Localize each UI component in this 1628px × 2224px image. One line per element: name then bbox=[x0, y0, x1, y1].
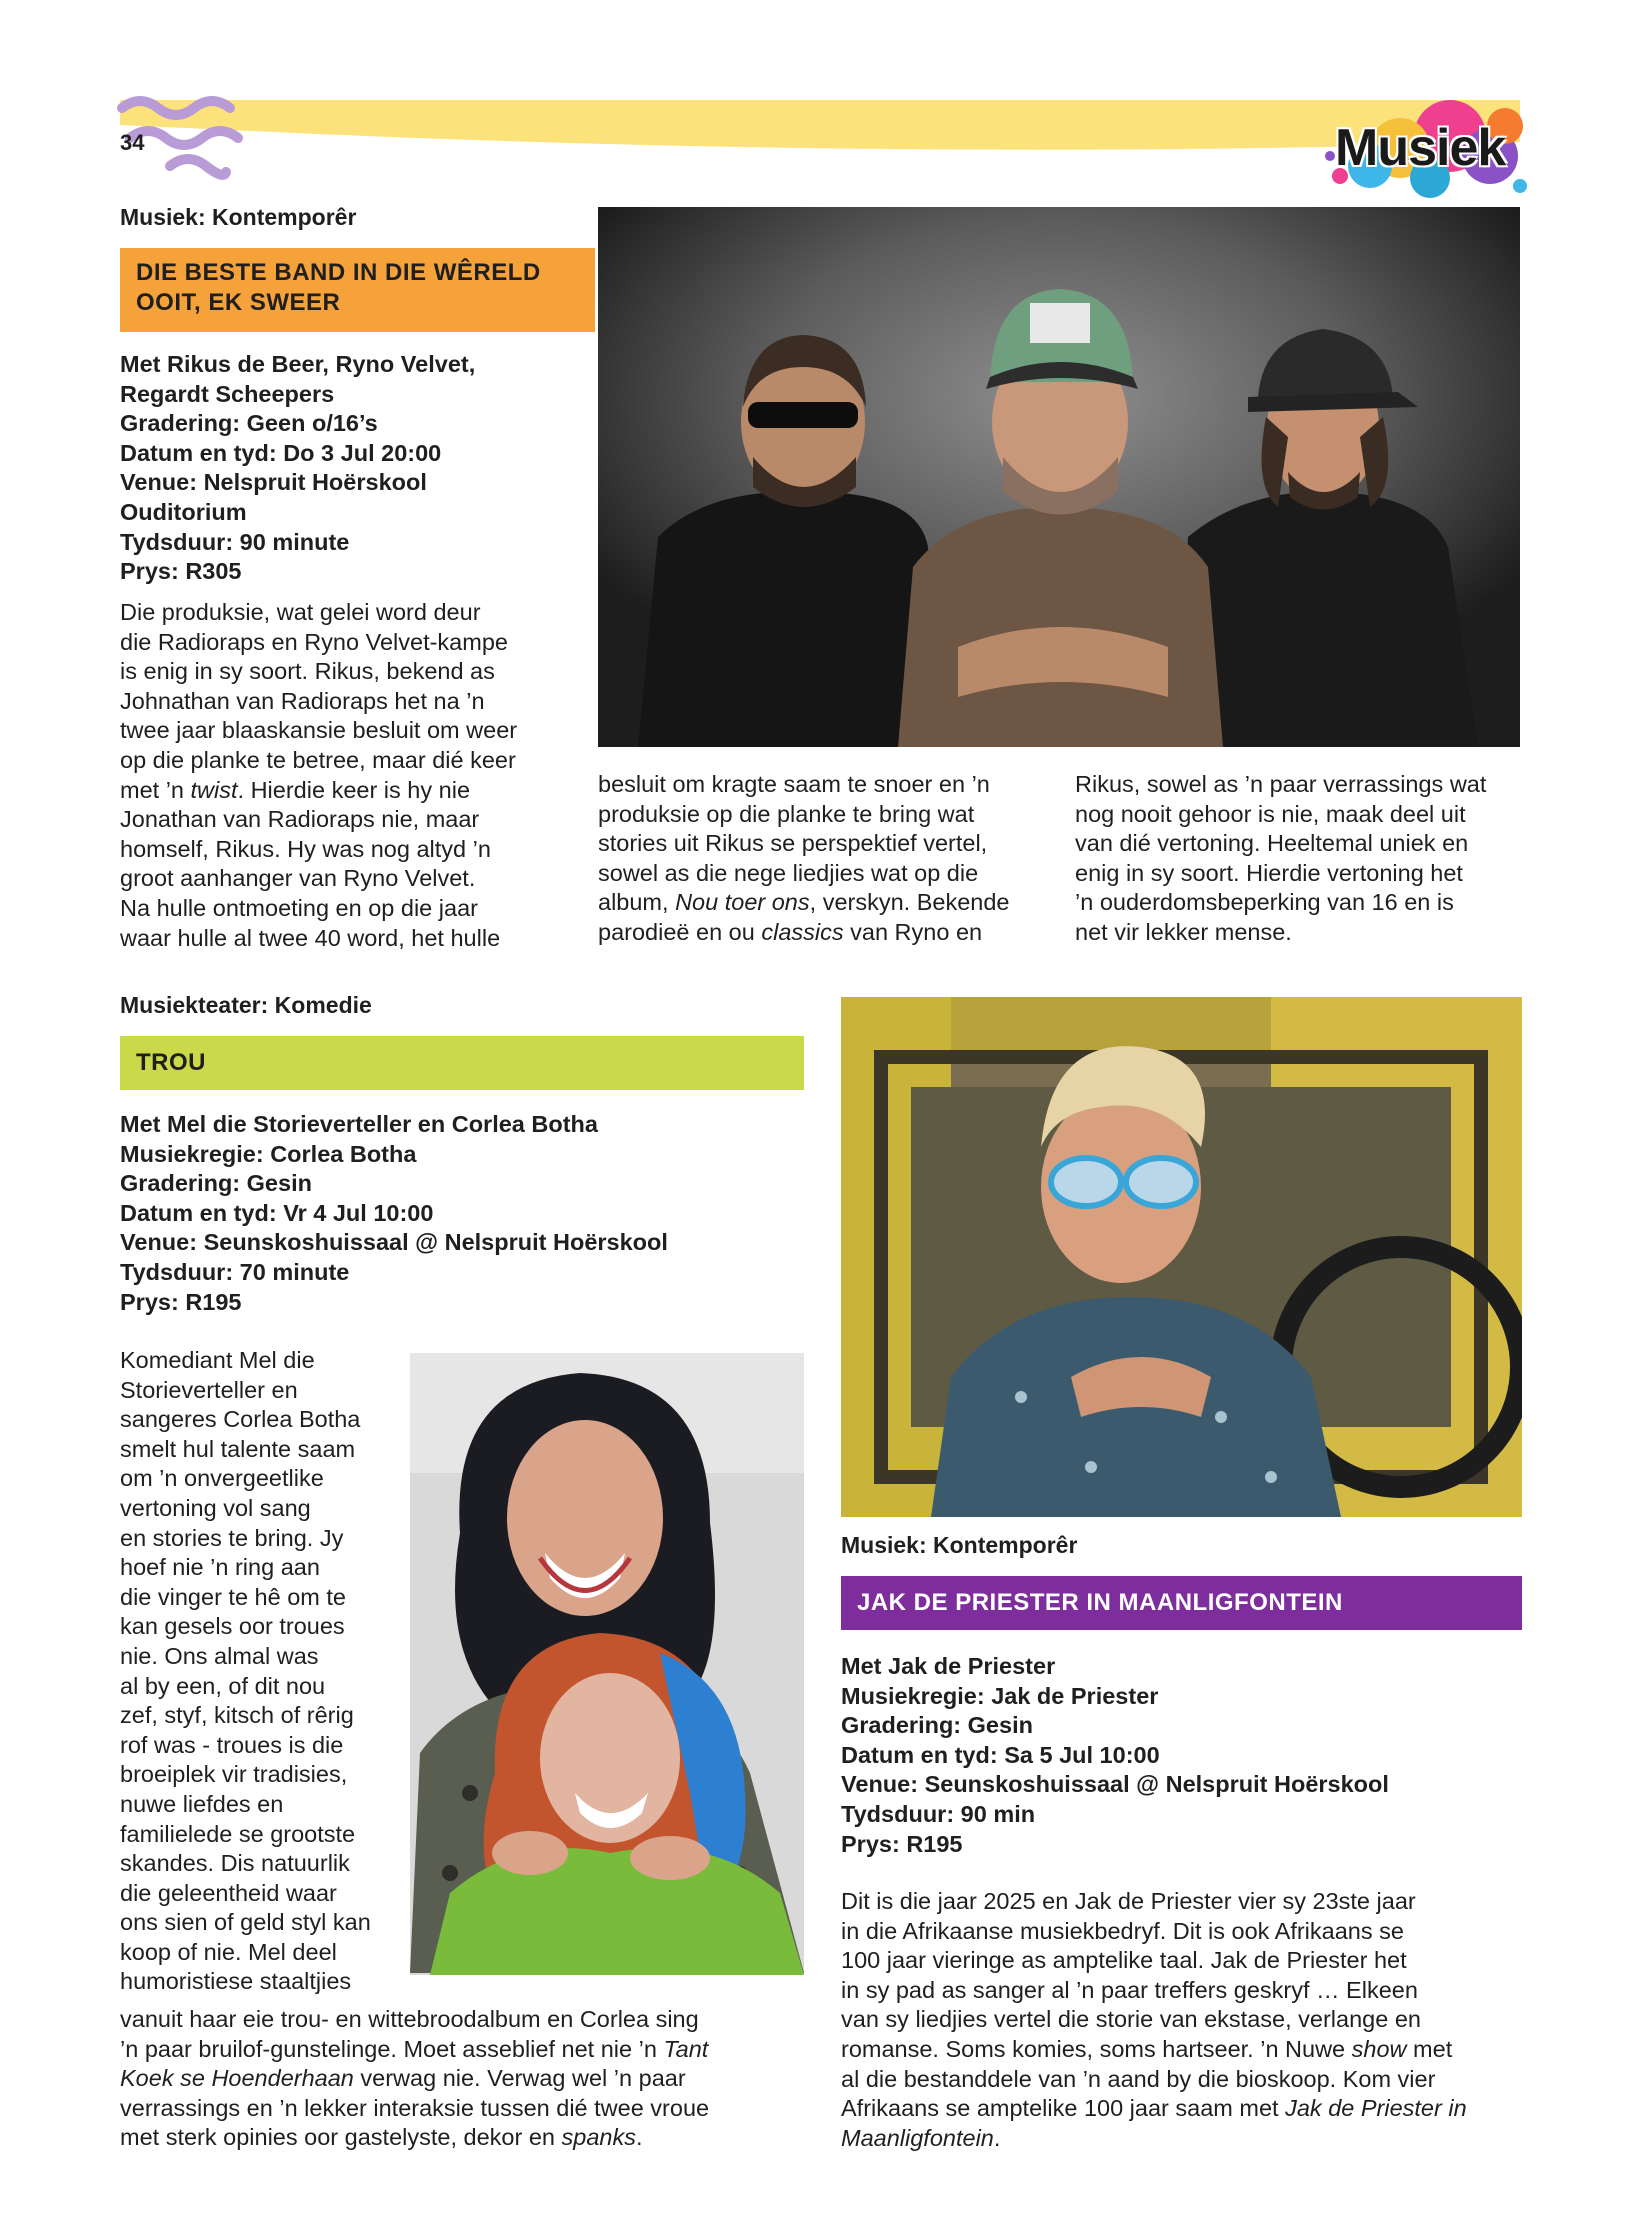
article1-title-line-2: OOIT, EK SWEER bbox=[136, 289, 341, 316]
body-line: familielede se grootste bbox=[120, 1820, 356, 1847]
body-italic: spanks bbox=[561, 2124, 636, 2151]
body-line: Jonathan van Radioraps nie, maar bbox=[120, 806, 480, 833]
body-line: in die Afrikaanse musiekbedryf. Dit is ook Afrikaans se bbox=[841, 1917, 1404, 1944]
section-badge: Musiek bbox=[1335, 119, 1506, 177]
body-line bbox=[120, 2064, 709, 2094]
body-line: skandes. Dis natuurlik bbox=[120, 1850, 350, 1877]
body-line: produksie op die planke te bring wat bbox=[598, 800, 975, 827]
body-line: kan gesels oor troues bbox=[120, 1613, 345, 1640]
body-line: om ’n onvergeetlike bbox=[120, 1465, 324, 1492]
body-text: verwag nie. Verwag wel ’n paar bbox=[353, 2065, 686, 2092]
body-text: met bbox=[1406, 2035, 1453, 2062]
body-text: album, bbox=[598, 889, 676, 916]
article2-body-wide bbox=[120, 2005, 709, 2153]
page-number: 34 bbox=[120, 130, 145, 155]
body-line: enig in sy soort. Hierdie vertoning het bbox=[1075, 859, 1463, 886]
body-line: vertoning vol sang bbox=[120, 1494, 311, 1521]
body-line: koop of nie. Mel deel bbox=[120, 1938, 337, 1965]
body-line: al by een, of dit nou bbox=[120, 1672, 326, 1699]
body-line: humoristiese staaltjies bbox=[120, 1968, 352, 1995]
article1-title-band bbox=[120, 248, 595, 332]
body-line bbox=[120, 2035, 709, 2065]
article1-meta bbox=[120, 350, 475, 587]
body-line: hoef nie ’n ring aan bbox=[120, 1554, 320, 1581]
meta-line: Datum en tyd: Vr 4 Jul 10:00 bbox=[120, 1199, 434, 1226]
body-line: vanuit haar eie trou- en wittebroodalbum en Corlea sing bbox=[120, 2006, 699, 2032]
body-line bbox=[598, 888, 1010, 918]
body-line: die geleentheid waar bbox=[120, 1879, 337, 1906]
body-italic: show bbox=[1351, 2035, 1407, 2062]
body-line: 100 jaar vieringe as amptelike taal. Jak de Priester het bbox=[841, 1947, 1407, 1974]
article2-title-band bbox=[120, 1036, 804, 1090]
meta-line: Tydsduur: 90 min bbox=[841, 1800, 1036, 1827]
meta-line: Ouditorium bbox=[120, 498, 247, 525]
meta-line: Venue: Seunskoshuissaal @ Nelspruit Hoërskool bbox=[841, 1771, 1389, 1798]
meta-line: Tydsduur: 70 minute bbox=[120, 1258, 350, 1285]
meta-line: Prys: R195 bbox=[841, 1830, 963, 1857]
body-text: met sterk opinies oor gastelyste, dekor en bbox=[120, 2124, 562, 2151]
body-italic: twist bbox=[190, 776, 238, 803]
body-line: van dié vertoning. Heeltemal uniek en bbox=[1075, 830, 1469, 857]
article3-meta bbox=[841, 1652, 1389, 1859]
article1-body-col2 bbox=[598, 770, 1010, 948]
body-text: met ’n bbox=[120, 776, 191, 803]
meta-line: Met Jak de Priester bbox=[841, 1653, 1056, 1679]
body-line: ons sien of geld styl kan bbox=[120, 1909, 371, 1936]
article1-category: Musiek: Kontemporêr bbox=[120, 204, 357, 230]
body-line: broeiplek vir tradisies, bbox=[120, 1761, 348, 1788]
body-line: waar hulle al twee 40 word, het hulle bbox=[120, 924, 501, 951]
body-italic: classics bbox=[761, 918, 844, 945]
body-line: sangeres Corlea Botha bbox=[120, 1406, 361, 1433]
meta-line: Venue: Nelspruit Hoërskool bbox=[120, 469, 427, 496]
body-line: ’n ouderdomsbeperking van 16 en is bbox=[1075, 889, 1454, 916]
meta-line: Gradering: Gesin bbox=[841, 1712, 1033, 1739]
meta-line: Tydsduur: 90 minute bbox=[120, 528, 350, 555]
body-line: homself, Rikus. Hy was nog altyd ’n bbox=[120, 835, 491, 862]
body-line bbox=[120, 776, 517, 806]
article2-body-narrow bbox=[120, 1346, 371, 1997]
meta-line: Prys: R305 bbox=[120, 558, 242, 585]
body-line: twee jaar blaaskansie besluit om weer bbox=[120, 717, 518, 744]
body-text: Afrikaans se amptelike 100 jaar saam met bbox=[841, 2095, 1286, 2122]
body-text: . bbox=[993, 2124, 1001, 2151]
meta-line: Venue: Seunskoshuissaal @ Nelspruit Hoërskool bbox=[120, 1229, 668, 1256]
article1-body-col1 bbox=[120, 598, 517, 953]
body-italic: Koek se Hoenderhaan bbox=[120, 2065, 354, 2092]
body-line: Komediant Mel die bbox=[120, 1347, 315, 1373]
body-italic: Jak de Priester in bbox=[1285, 2095, 1467, 2122]
body-line: net vir lekker mense. bbox=[1075, 918, 1292, 945]
body-line: rof was - troues is die bbox=[120, 1731, 344, 1758]
meta-line: Met Rikus de Beer, Ryno Velvet, bbox=[120, 351, 476, 377]
body-line: Johnathan van Radioraps het na ’n bbox=[120, 687, 485, 714]
meta-line: Datum en tyd: Sa 5 Jul 10:00 bbox=[841, 1741, 1160, 1768]
jak-photo bbox=[841, 997, 1522, 1517]
body-text: , verskyn. Bekende bbox=[809, 889, 1010, 916]
body-line bbox=[841, 2094, 1467, 2124]
body-text: ’n paar bruilof-gunstelinge. Moet asseblief net nie ’n bbox=[120, 2035, 664, 2062]
body-line: Rikus, sowel as ’n paar verrassings wat bbox=[1075, 771, 1487, 797]
body-text: romanse. Soms komies, soms hartseer. ’n Nuwe bbox=[841, 2035, 1352, 2062]
body-line: is enig in sy soort. Rikus, bekend as bbox=[120, 658, 495, 685]
meta-line: Gradering: Gesin bbox=[120, 1170, 312, 1197]
article3-category: Musiek: Kontemporêr bbox=[841, 1532, 1078, 1558]
meta-line: Met Mel die Storieverteller en Corlea Botha bbox=[120, 1111, 598, 1137]
article1-body-col3 bbox=[1075, 770, 1486, 948]
body-italic: Maanligfontein bbox=[841, 2124, 994, 2151]
body-line: van sy liedjies vertel die storie van ekstase, verlange en bbox=[841, 2006, 1421, 2033]
article2-category: Musiekteater: Komedie bbox=[120, 992, 372, 1018]
body-text: . Hierdie keer is hy nie bbox=[237, 776, 471, 803]
meta-line: Musiekregie: Corlea Botha bbox=[120, 1140, 417, 1167]
body-line: verrassings en ’n lekker interaksie tussen dié twee vroue bbox=[120, 2094, 710, 2121]
body-line: Dit is die jaar 2025 en Jak de Priester vier sy 23ste jaar bbox=[841, 1888, 1416, 1914]
body-line: Na hulle ontmoeting en op die jaar bbox=[120, 894, 478, 921]
body-line: Storieverteller en bbox=[120, 1376, 298, 1403]
body-line: nog nooit gehoor is nie, maak deel uit bbox=[1075, 800, 1466, 827]
meta-line: Prys: R195 bbox=[120, 1288, 242, 1315]
body-line: nie. Ons almal was bbox=[120, 1642, 319, 1669]
body-line: smelt hul talente saam bbox=[120, 1435, 356, 1462]
body-text: . bbox=[635, 2124, 643, 2151]
body-line: die Radioraps en Ryno Velvet-kampe bbox=[120, 628, 508, 655]
body-text: van Ryno en bbox=[843, 918, 983, 945]
article1-title-line-1: DIE BESTE BAND IN DIE WÊRELD bbox=[136, 259, 541, 286]
meta-line: Datum en tyd: Do 3 Jul 20:00 bbox=[120, 439, 442, 466]
body-text: parodieë en ou bbox=[598, 918, 762, 945]
article3-title: JAK DE PRIESTER IN MAANLIGFONTEIN bbox=[857, 1589, 1343, 1616]
meta-line: Gradering: Geen o/16’s bbox=[120, 410, 378, 437]
body-line: al die bestanddele van ’n aand by die bioskoop. Kom vier bbox=[841, 2065, 1436, 2092]
body-line: en stories te bring. Jy bbox=[120, 1524, 344, 1551]
body-line: Die produksie, wat gelei word deur bbox=[120, 599, 481, 625]
meta-line: Musiekregie: Jak de Priester bbox=[841, 1682, 1159, 1709]
body-line: nuwe liefdes en bbox=[120, 1790, 284, 1817]
body-line: zef, styf, kitsch of rêrig bbox=[120, 1702, 354, 1729]
body-line bbox=[841, 2035, 1467, 2065]
body-line: sowel as die nege liedjies wat op die bbox=[598, 859, 979, 886]
body-line: die vinger te hê om te bbox=[120, 1583, 346, 1610]
article3-title-band bbox=[841, 1576, 1522, 1630]
article2-title: TROU bbox=[136, 1049, 206, 1076]
body-line bbox=[598, 918, 1010, 948]
body-line bbox=[120, 2123, 709, 2153]
article2-meta bbox=[120, 1110, 668, 1317]
body-line bbox=[841, 2124, 1467, 2154]
band-photo bbox=[598, 207, 1520, 747]
body-line: besluit om kragte saam te snoer en ’n bbox=[598, 771, 990, 797]
body-line: stories uit Rikus se perspektief vertel, bbox=[598, 830, 988, 857]
article3-body bbox=[841, 1887, 1467, 2153]
women-photo bbox=[410, 1353, 804, 1975]
body-line: in sy pad as sanger al ’n paar treffers geskryf … Elkeen bbox=[841, 1976, 1418, 2003]
body-italic: Tant bbox=[663, 2035, 709, 2062]
body-italic: Nou toer ons bbox=[675, 889, 810, 916]
body-line: groot aanhanger van Ryno Velvet. bbox=[120, 865, 476, 892]
body-line: op die planke te betree, maar dié keer bbox=[120, 746, 516, 773]
meta-line: Regardt Scheepers bbox=[120, 380, 335, 407]
